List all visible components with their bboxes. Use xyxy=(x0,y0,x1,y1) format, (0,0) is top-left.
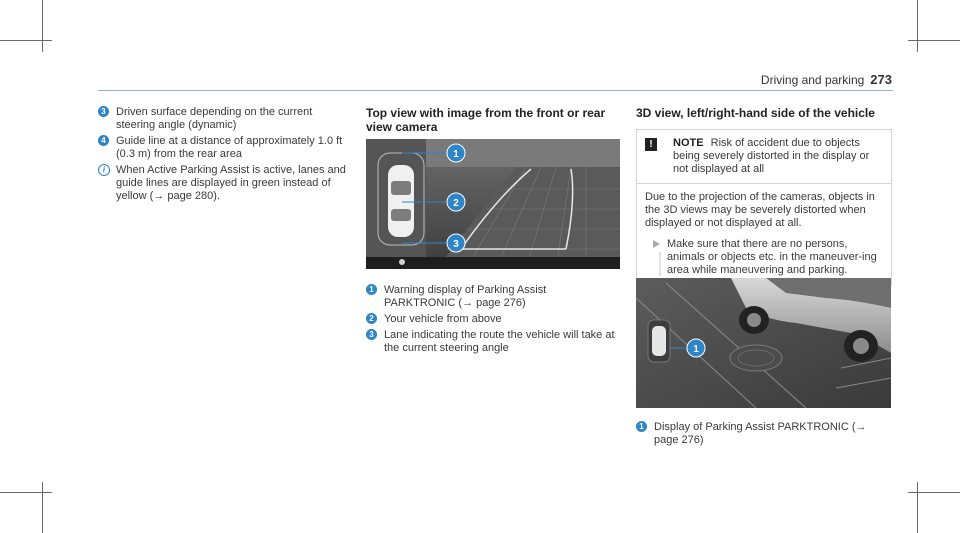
crop-mark xyxy=(0,492,52,493)
action-text: Make sure that there are no persons, animals or objects etc. in the maneuver-ing area while maneuvering and parking. xyxy=(667,238,877,276)
right-column xyxy=(636,106,892,286)
legend-item xyxy=(636,421,892,447)
legend-item xyxy=(366,313,620,326)
callout-2: 2 xyxy=(453,198,459,209)
3d-view-illustration xyxy=(636,278,891,408)
info-text: When Active Parking Assist is active, lanes and guide lines are displayed in green instead of yellow (→ page 280). xyxy=(116,164,346,202)
header-rule xyxy=(98,90,893,91)
number-badge: 2 xyxy=(366,313,377,324)
crop-mark xyxy=(917,482,918,533)
crop-mark xyxy=(917,0,918,52)
legend-item xyxy=(98,106,350,132)
number-badge: 1 xyxy=(366,284,377,295)
camera-illustration xyxy=(366,139,620,269)
arrow-bullet-icon xyxy=(653,240,660,248)
number-badge: 4 xyxy=(98,135,109,146)
right-legend xyxy=(636,421,892,450)
3d-view-image xyxy=(636,278,891,408)
legend-text: Warning display of Parking Assist PARKTRONIC (→ page 276) xyxy=(384,284,547,309)
middle-column xyxy=(366,106,620,134)
legend-text: Lane indicating the route the vehicle will take at the current steering angle xyxy=(384,329,615,354)
crop-mark xyxy=(42,482,43,533)
legend-text: Your vehicle from above xyxy=(384,313,502,325)
callout-1: 1 xyxy=(693,344,699,355)
note-title: NOTE xyxy=(673,137,704,149)
top-view-camera-image xyxy=(366,139,620,269)
legend-text: Driven surface depending on the current steering angle (dynamic) xyxy=(116,106,313,131)
page-number: 273 xyxy=(870,72,892,87)
legend-text: Display of Parking Assist PARKTRONIC (→ page 276) xyxy=(654,421,867,446)
number-badge: 3 xyxy=(98,106,109,117)
info-icon: i xyxy=(98,164,110,176)
number-badge: 3 xyxy=(366,329,377,340)
crop-mark xyxy=(908,40,960,41)
note-body xyxy=(637,184,891,285)
legend-item xyxy=(98,135,350,161)
number-badge: 1 xyxy=(636,421,647,432)
legend-item xyxy=(366,329,620,355)
callout-1: 1 xyxy=(453,149,459,160)
section-heading: Top view with image from the front or rear view camera xyxy=(366,106,606,134)
running-header xyxy=(761,72,892,87)
legend-item xyxy=(366,284,620,310)
callout-3: 3 xyxy=(453,239,459,250)
warning-icon: ! xyxy=(645,138,657,151)
left-column xyxy=(98,106,350,206)
crop-mark xyxy=(42,0,43,52)
section-heading: 3D view, left/right-hand side of the vehicle xyxy=(636,106,875,120)
note-action xyxy=(645,238,883,277)
middle-legend xyxy=(366,284,620,358)
note-header xyxy=(637,130,891,184)
note-risk: Risk of accident due to objects being severely distorted in the display or not displayed at all xyxy=(673,137,870,175)
crop-mark xyxy=(0,40,52,41)
section-title: Driving and parking xyxy=(760,73,865,87)
crop-mark xyxy=(908,492,960,493)
note-box xyxy=(636,129,892,286)
note-text: Due to the projection of the cameras, objects in the 3D views may be severely distorted when displayed or not displayed at all. xyxy=(645,191,875,229)
action-bar xyxy=(659,252,661,276)
info-note xyxy=(98,164,350,203)
legend-text: Guide line at a distance of approximately 1.0 ft (0.3 m) from the rear area xyxy=(116,135,343,160)
